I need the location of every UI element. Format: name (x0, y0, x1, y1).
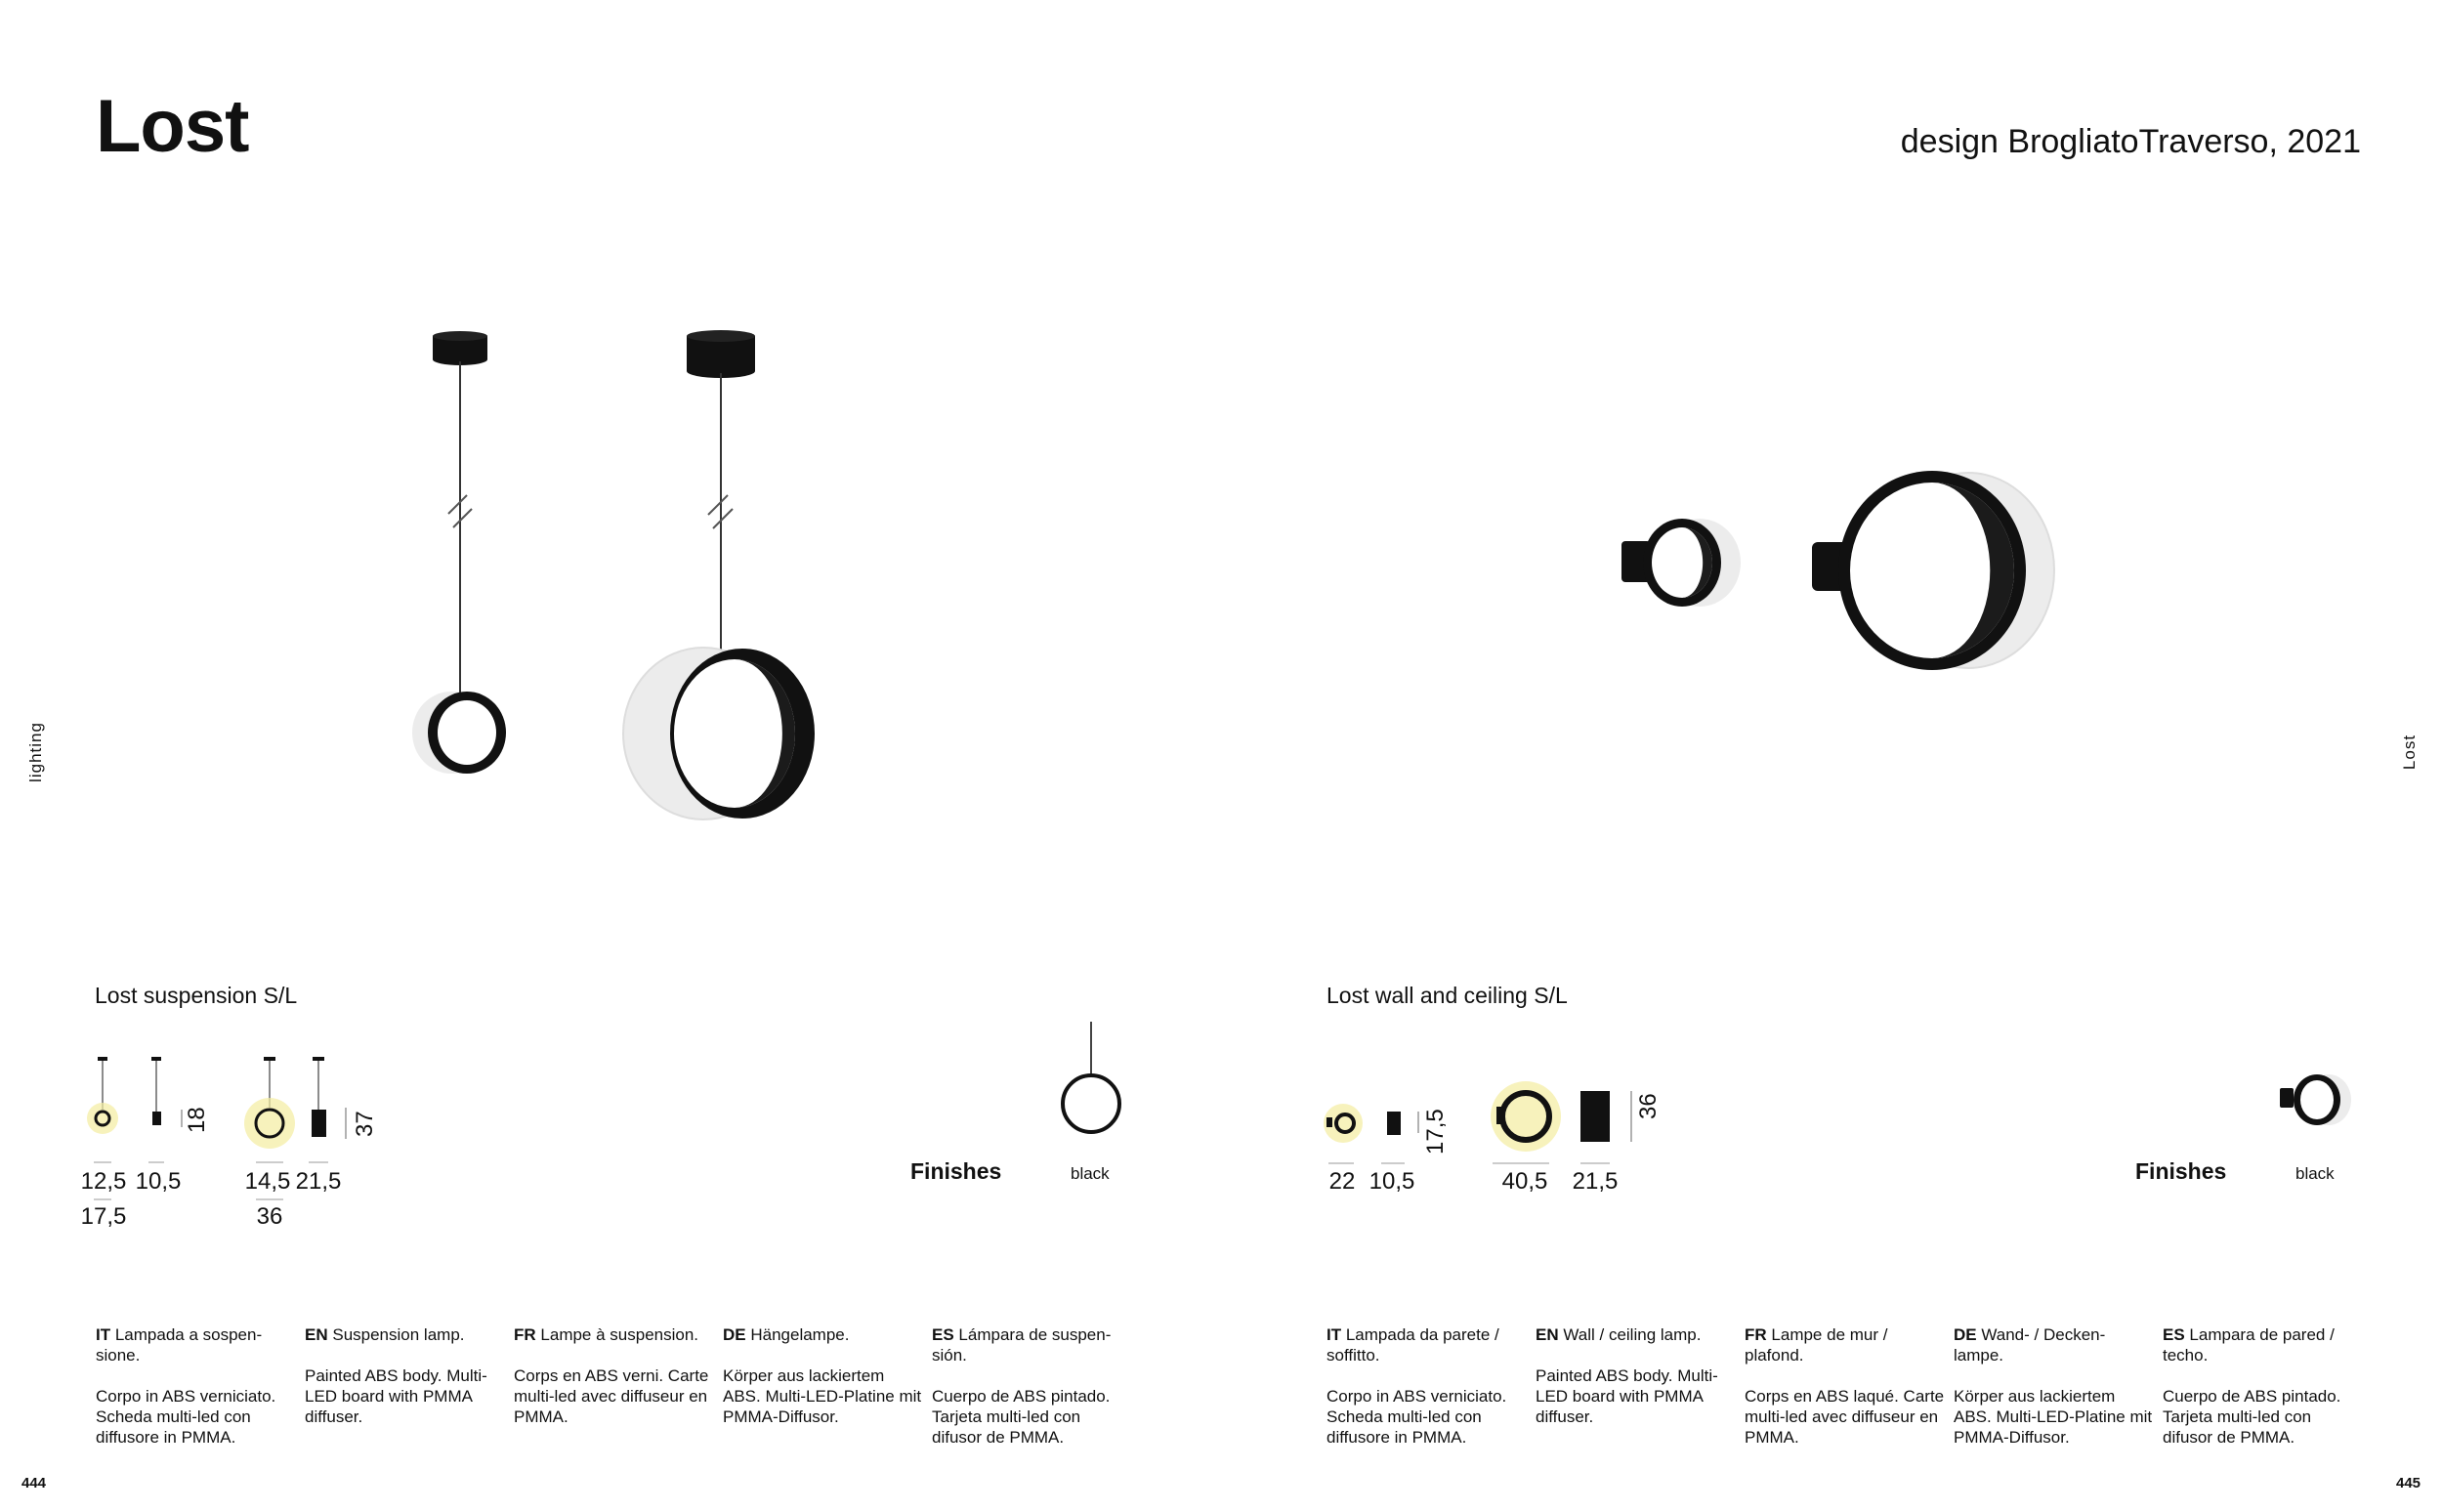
small-ring-side (152, 1112, 161, 1125)
desc-susp-en: EN Suspension lamp. Painted ABS body. Multi-LED board with PMMA diffuser. (305, 1325, 487, 1426)
side-label-left: lighting (26, 722, 45, 782)
large-ring-front (256, 1110, 283, 1137)
wall-large-height: 36 (1635, 1093, 1662, 1119)
page-number-left: 444 (21, 1475, 47, 1491)
suspension-large-image (623, 330, 815, 819)
wall-large-depth: 21,5 (1572, 1168, 1619, 1195)
designer-credit: design BrogliatoTraverso, 2021 (1900, 123, 2361, 160)
susp-small-height: 18 (184, 1107, 210, 1133)
small-ring-front (96, 1112, 109, 1125)
susp-large-diameter: 36 (256, 1203, 283, 1230)
desc-susp-it: IT Lampada a sospen-sione. Corpo in ABS verniciato. Scheda multi-led con diffusore in PMMA. (96, 1325, 276, 1447)
wall-large-ring-side (1580, 1091, 1610, 1142)
susp-large-height: 37 (352, 1111, 378, 1137)
wall-small-image (1621, 519, 1741, 607)
wall-small-diameter: 22 (1328, 1168, 1356, 1195)
wall-finishes-label: Finishes (2135, 1158, 2227, 1184)
desc-wall-it: IT Lampada da parete / soffitto. Corpo in ABS verniciato. Scheda multi-led con diffusore in PMMA. (1326, 1325, 1507, 1447)
susp-large-depth: 21,5 (295, 1168, 342, 1195)
desc-wall-fr: FR Lampe de mur / plafond. Corps en ABS laqué. Carte multi-led avec diffuseur en PMMA. (1745, 1325, 1945, 1447)
large-ring-side (312, 1110, 326, 1137)
suspension-small-image (412, 331, 506, 774)
suspension-finishes-label: Finishes (910, 1158, 1002, 1184)
wall-large-image (1812, 471, 2054, 670)
wall-small-ring-side (1387, 1112, 1401, 1135)
susp-small-width: 12,5 (80, 1168, 127, 1195)
desc-wall-es: ES Lampara de pared / techo. Cuerpo de ABS pintado. Tarjeta multi-led con difusor de PMMA. (2163, 1325, 2341, 1447)
desc-susp-es: ES Lámpara de suspen-sión. Cuerpo de ABS pintado. Tarjeta multi-led con difusor de PMMA. (932, 1325, 1112, 1447)
wall-small-ring-front (1336, 1114, 1354, 1132)
small-canopy-front (98, 1057, 107, 1061)
side-label-right: Lost (2400, 734, 2419, 771)
wall-finish-black: black (2295, 1164, 2335, 1183)
page-number-right: 445 (2396, 1475, 2421, 1491)
wall-large-ring-front (1502, 1093, 1549, 1140)
desc-susp-fr: FR Lampe à suspension. Corps en ABS verni. Carte multi-led avec diffuseur en PMMA. (514, 1325, 709, 1426)
wall-large-diameter: 40,5 (1501, 1168, 1548, 1195)
suspension-section-title: Lost suspension S/L (95, 983, 298, 1008)
wall-small-height: 17,5 (1422, 1109, 1449, 1155)
susp-large-width: 14,5 (244, 1168, 291, 1195)
wall-small-depth: 10,5 (1368, 1168, 1415, 1195)
desc-wall-en: EN Wall / ceiling lamp. Painted ABS body. Multi-LED board with PMMA diffuser. (1536, 1325, 1718, 1426)
desc-wall-de: DE Wand- / Decken-lampe. Körper aus lackiertem ABS. Multi-LED-Platine mit PMMA-Diffusor. (1954, 1325, 2153, 1447)
susp-small-depth: 10,5 (135, 1168, 182, 1195)
susp-small-diameter: 17,5 (80, 1203, 127, 1230)
wall-section-title: Lost wall and ceiling S/L (1326, 983, 1568, 1008)
suspension-finish-black: black (1071, 1164, 1110, 1183)
desc-susp-de: DE Hängelampe. Körper aus lackiertem ABS. Multi-LED-Platine mit PMMA-Diffusor. (723, 1325, 922, 1426)
page-title: Lost (96, 85, 249, 168)
